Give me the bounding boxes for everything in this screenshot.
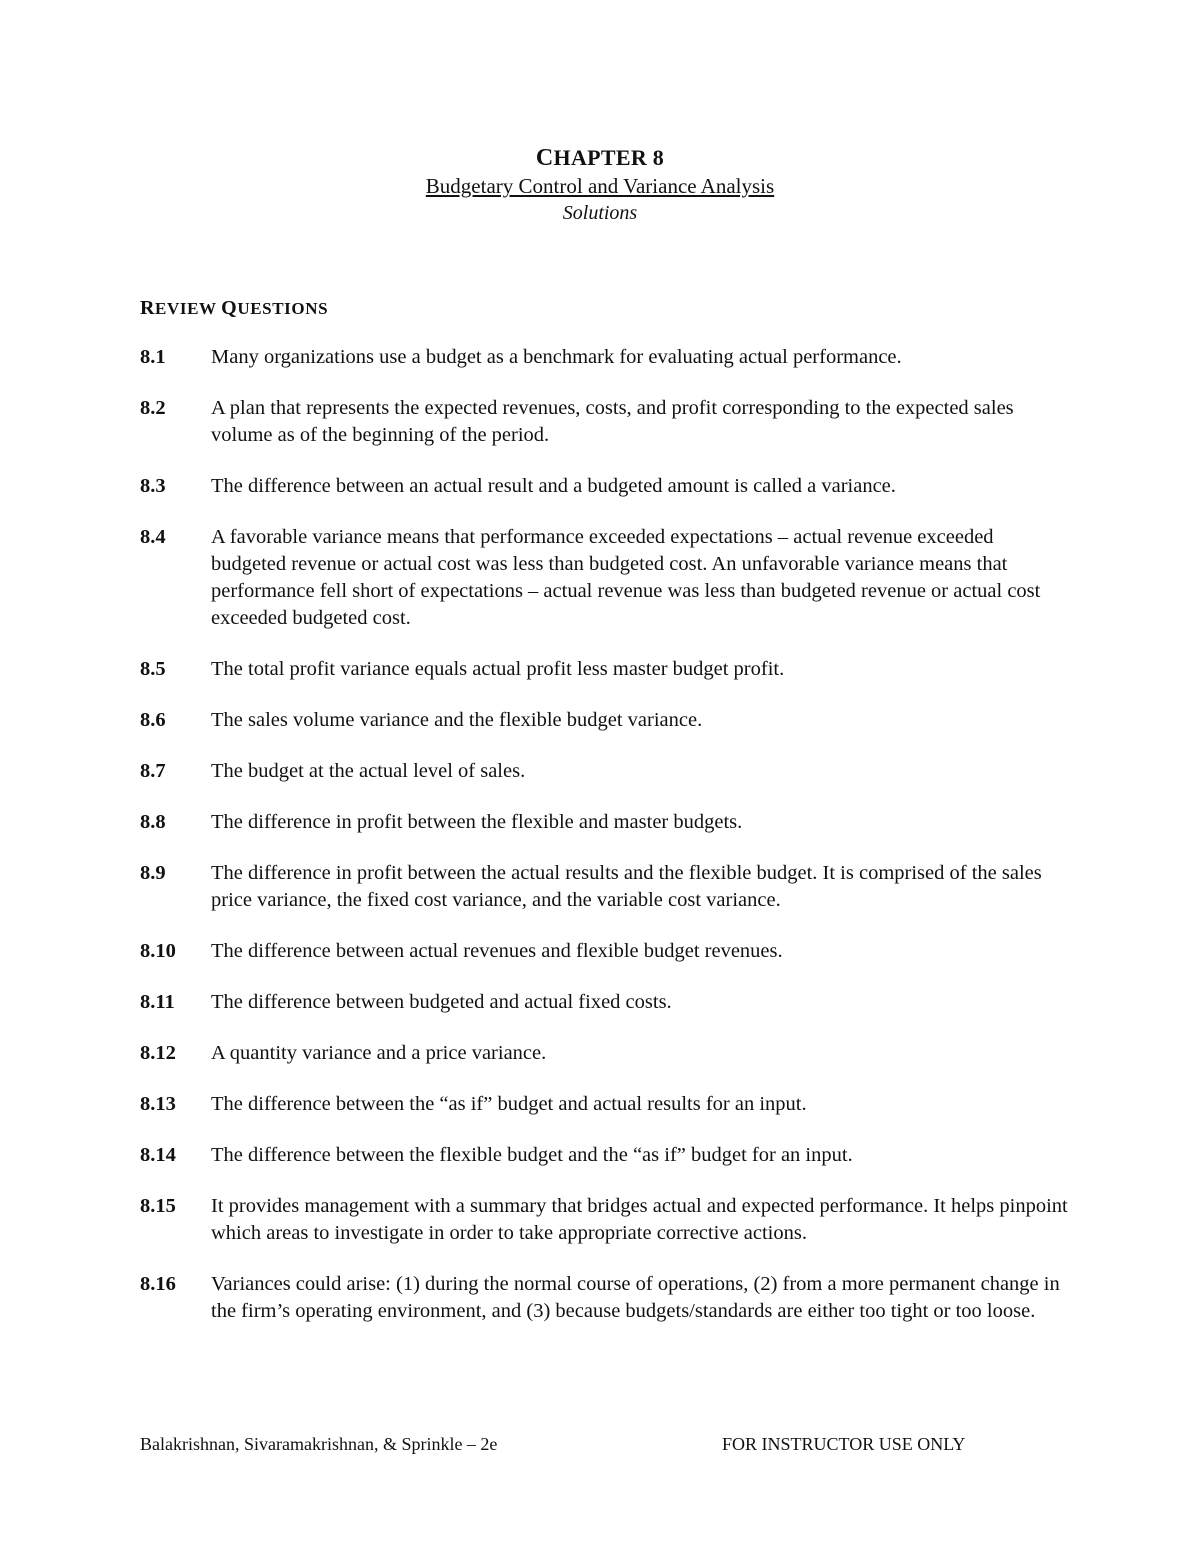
chapter-title-initial: C [535,145,554,171]
section-heading-eview: EVIEW [155,299,222,318]
question-number: 8.12 [140,1042,176,1064]
question-list [140,344,1070,1349]
question-item [140,1040,1070,1067]
question-item [140,524,1070,632]
question-answer: The difference between actual revenues and flexible budget revenues. [211,940,783,962]
question-item [140,758,1070,785]
chapter-title-rest: HAPTER 8 [553,145,665,170]
question-answer: Many organizations use a budget as a benchmark for evaluating actual performance. [211,346,902,368]
chapter-subtitle: Budgetary Control and Variance Analysis [425,174,775,198]
question-answer: The difference in profit between the flexible and master budgets. [211,811,743,833]
question-number: 8.9 [140,862,166,884]
question-item [140,395,1070,449]
question-item [140,1193,1070,1247]
section-heading [140,295,328,322]
question-number: 8.4 [140,526,166,548]
question-number: 8.15 [140,1195,176,1217]
question-answer: The difference between an actual result and a budgeted amount is called a variance. [211,475,896,497]
question-number: 8.16 [140,1273,176,1295]
footer-notice: FOR INSTRUCTOR USE ONLY [722,1434,966,1454]
question-number: 8.10 [140,940,176,962]
question-item [140,344,1070,371]
question-number: 8.2 [140,397,166,419]
question-answer: The difference between the flexible budget and the “as if” budget for an input. [211,1144,853,1166]
question-number: 8.1 [140,346,166,368]
question-number: 8.14 [140,1144,176,1166]
question-answer: The sales volume variance and the flexible budget variance. [211,709,703,731]
question-item [140,1271,1070,1325]
question-answer: Variances could arise: (1) during the normal course of operations, (2) from a more permanent change in the firm’s operating environment, and (3) because budgets/standards are either too tight or too loose. [211,1273,1060,1322]
question-answer: The difference between budgeted and actual fixed costs. [211,991,672,1013]
section-heading-q: Q [221,297,238,319]
question-answer: A plan that represents the expected revenues, costs, and profit corresponding to the expected sales volume as of the beginning of the period. [211,397,1014,446]
question-item [140,1091,1070,1118]
section-heading-uestions: UESTIONS [237,299,329,318]
question-number: 8.6 [140,709,166,731]
question-answer: A quantity variance and a price variance. [211,1042,547,1064]
question-answer: The budget at the actual level of sales. [211,760,526,782]
question-number: 8.11 [140,991,175,1013]
question-item [140,860,1070,914]
section-heading-r: R [140,297,156,319]
question-answer: A favorable variance means that performance exceeded expectations – actual revenue exceeded budgeted revenue or actual cost was less than budgeted cost. An unfavorable variance means that performance fell short of expectations – actual revenue was less than budgeted revenue or actual cost exceeded budgeted cost. [211,526,1041,629]
question-item [140,1142,1070,1169]
question-number: 8.13 [140,1093,176,1115]
question-item [140,989,1070,1016]
question-item [140,473,1070,500]
question-answer: The difference between the “as if” budget and actual results for an input. [211,1093,807,1115]
question-answer: The difference in profit between the actual results and the flexible budget. It is comprised of the sales price variance, the fixed cost variance, and the variable cost variance. [211,862,1042,911]
question-answer: It provides management with a summary that bridges actual and expected performance. It helps pinpoint which areas to investigate in order to take appropriate corrective actions. [211,1195,1068,1244]
question-number: 8.8 [140,811,166,833]
question-item [140,809,1070,836]
question-item [140,707,1070,734]
chapter-header [0,143,1200,227]
question-answer: The total profit variance equals actual profit less master budget profit. [211,658,785,680]
footer-authors: Balakrishnan, Sivaramakrishnan, & Sprinkle – 2e [140,1434,498,1454]
question-number: 8.3 [140,475,166,497]
question-number: 8.7 [140,760,166,782]
solutions-label: Solutions [562,202,638,224]
chapter-title [0,143,1200,173]
question-item [140,656,1070,683]
question-number: 8.5 [140,658,166,680]
question-item [140,938,1070,965]
